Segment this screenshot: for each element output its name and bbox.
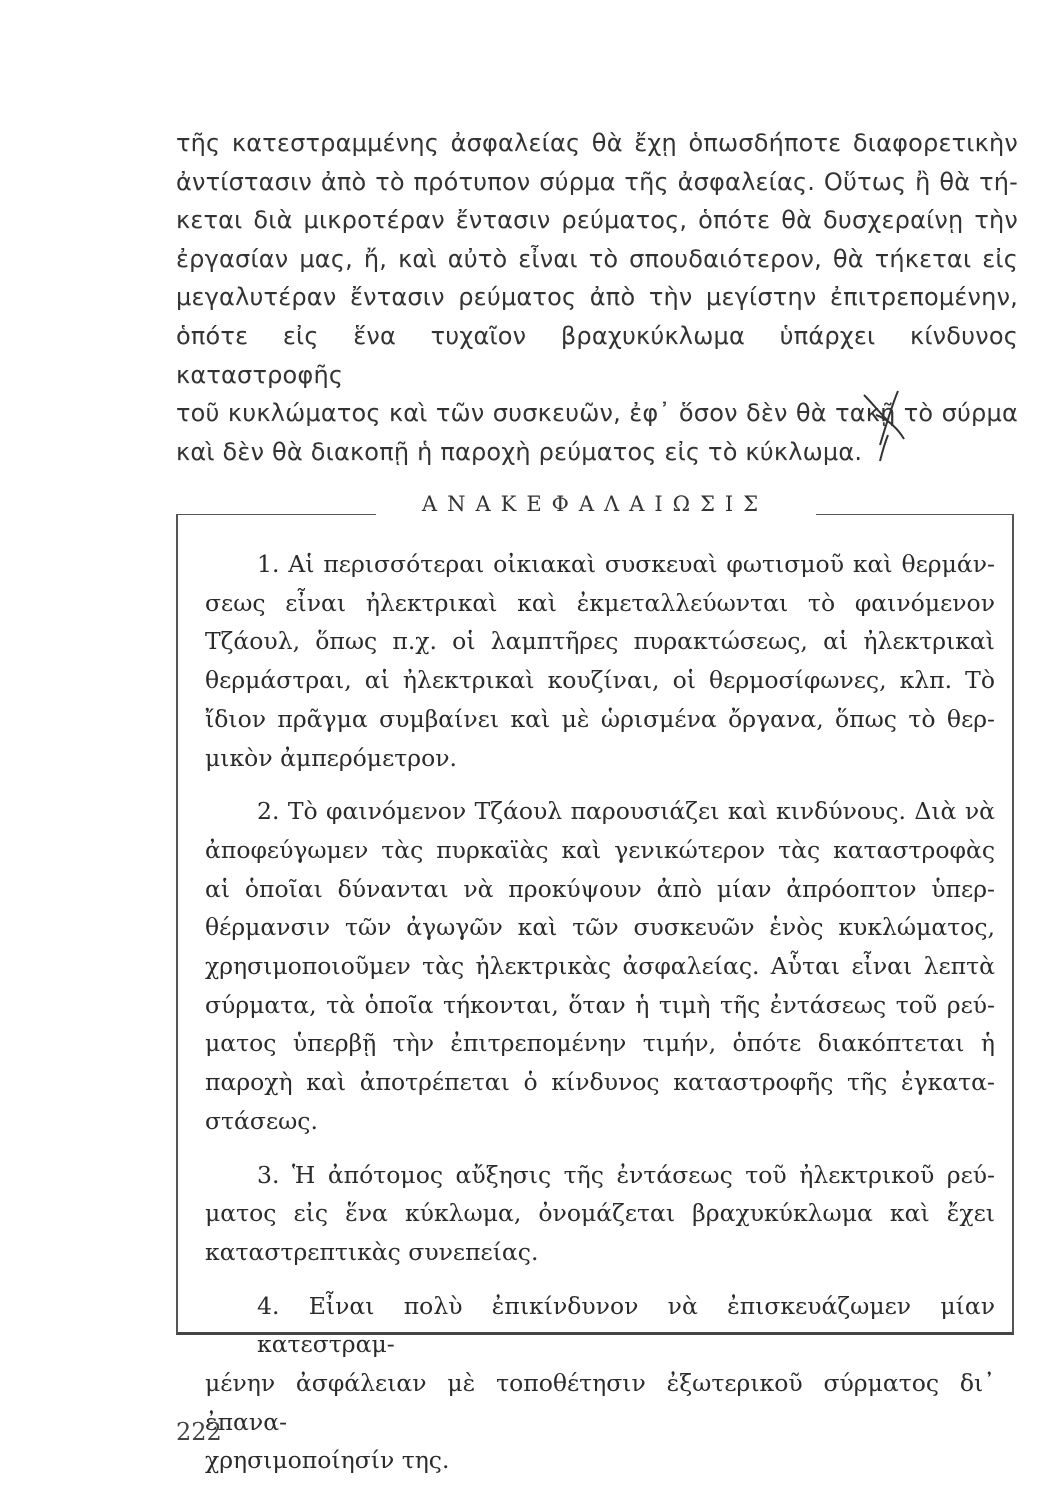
section-heading: ΑΝΑΚΕΦΑΛΑΙΩΣΙΣ [421, 492, 769, 516]
summary-line: σεως εἶναι ἠλεκτρικαὶ καὶ ἐκμεταλλεύωνται τὸ φαινόμενον [205, 588, 995, 617]
handwritten-mark [858, 385, 930, 465]
intro-line: καὶ δὲν θὰ διακοπῇ ἡ παροχὴ ρεύματος εἰς τὸ κύκλωμα. [176, 437, 863, 466]
item-number: 2. [257, 797, 280, 826]
summary-line: θέρμανσιν τῶν ἀγωγῶν καὶ τῶν συσκευῶν ἑνὸς κυκλώματος, [205, 913, 995, 942]
summary-line: ἀποφεύγωμεν τὰς πυρκαϊὰς καὶ γενικώτερον τὰς καταστροφὰς [205, 835, 995, 864]
item-number: 4. [257, 1291, 280, 1320]
summary-line: ματος ὑπερβῇ τὴν ἐπιτρεπομένην τιμήν, ὁπότε διακόπτεται ἡ [205, 1029, 995, 1058]
summary-line: μένην ἀσφάλειαν μὲ τοποθέτησιν ἐξωτερικοῦ σύρματος δι᾽ ἐπανα- [205, 1369, 995, 1436]
summary-line-text: Ἡ ἀπότομος αὔξησις τῆς ἐντάσεως τοῦ ἠλεκτρικοῦ ρεύ- [291, 1160, 995, 1189]
summary-item [205, 792, 995, 1140]
summary-item [205, 545, 995, 777]
summary-line [205, 545, 995, 584]
summary-line: ματος εἰς ἕνα κύκλωμα, ὀνομάζεται βραχυκύκλωμα καὶ ἔχει [205, 1199, 995, 1228]
summary-line: μικὸν ἀμπερόμετρον. [205, 743, 457, 772]
summary-line: σύρματα, τὰ ὁποῖα τήκονται, ὅταν ἡ τιμὴ τῆς ἐντάσεως τοῦ ρεύ- [205, 990, 995, 1019]
summary-line [205, 1156, 995, 1195]
summary-line: χρησιμοποιοῦμεν τὰς ἠλεκτρικὰς ἀσφαλείας. Αὗται εἶναι λεπτὰ [205, 952, 995, 981]
summary-line: στάσεως. [205, 1106, 318, 1135]
summary-line: αἱ ὁποῖαι δύνανται νὰ προκύψουν ἀπὸ μίαν ἀπρόοπτον ὑπερ- [205, 874, 995, 903]
summary-line: ἴδιον πρᾶγμα συμβαίνει καὶ μὲ ὡρισμένα ὄργανα, ὅπως τὸ θερ- [205, 704, 995, 733]
summary-line: καταστρεπτικὰς συνεπείας. [205, 1237, 539, 1266]
summary-line: Τζάουλ, ὅπως π.χ. οἱ λαμπτῆρες πυρακτώσεως, αἱ ἠλεκτρικαὶ [205, 627, 995, 656]
page-number: 222 [176, 1418, 222, 1446]
intro-line: ἀντίστασιν ἀπὸ τὸ πρότυπον σύρμα τῆς ἀσφαλείας. Οὕτως ἢ θὰ τή- [176, 167, 1018, 196]
intro-line: τῆς κατεστραμμένης ἀσφαλείας θὰ ἔχῃ ὁπωσδήποτε διαφορετικὴν [176, 129, 1018, 157]
item-number: 1. [257, 550, 280, 578]
summary-item [205, 1287, 995, 1481]
intro-line: μεγαλυτέραν ἔντασιν ρεύματος ἀπὸ τὴν μεγίστην ἐπιτρεπομένην, [176, 283, 1018, 312]
summary-line [205, 792, 995, 831]
summary-line-text: Τὸ φαινόμενον Τζάουλ παρουσιάζει καὶ κινδύνους. Διὰ νὰ [287, 797, 995, 826]
intro-line: κεται διὰ μικροτέραν ἔντασιν ρεύματος, ὁπότε θὰ δυσχεραίνῃ τὴν [176, 206, 1018, 235]
intro-line: τοῦ κυκλώματος καὶ τῶν συσκευῶν, ἐφ᾽ ὅσον δὲν θὰ τακῇ τὸ σύρμα [176, 399, 1018, 428]
summary-line: θερμάστραι, αἱ ἠλεκτρικαὶ κουζίναι, οἱ θερμοσίφωνες, κλπ. Τὸ [205, 666, 995, 695]
item-number: 3. [257, 1160, 280, 1189]
summary-line-text: Αἱ περισσότεραι οἰκιακαὶ συσκευαὶ φωτισμοῦ καὶ θερμάν- [288, 550, 995, 578]
intro-line: ὁπότε εἰς ἕνα τυχαῖον βραχυκύκλωμα ὑπάρχει κίνδυνος καταστροφῆς [176, 321, 1018, 389]
summary-text [205, 545, 995, 1495]
summary-item [205, 1156, 995, 1272]
summary-line: παροχὴ καὶ ἀποτρέπεται ὁ κίνδυνος καταστροφῆς τῆς ἐγκατα- [205, 1068, 995, 1097]
summary-line-text: Εἶναι πολὺ ἐπικίνδυνον νὰ ἐπισκευάζωμεν μίαν κατεστραμ- [257, 1291, 995, 1359]
intro-line: ἐργασίαν μας, ἤ, καὶ αὐτὸ εἶναι τὸ σπουδαιότερον, θὰ τήκεται εἰς [176, 244, 1018, 273]
summary-line [205, 1287, 995, 1364]
summary-line: χρησιμοποίησίν της. [205, 1446, 450, 1475]
